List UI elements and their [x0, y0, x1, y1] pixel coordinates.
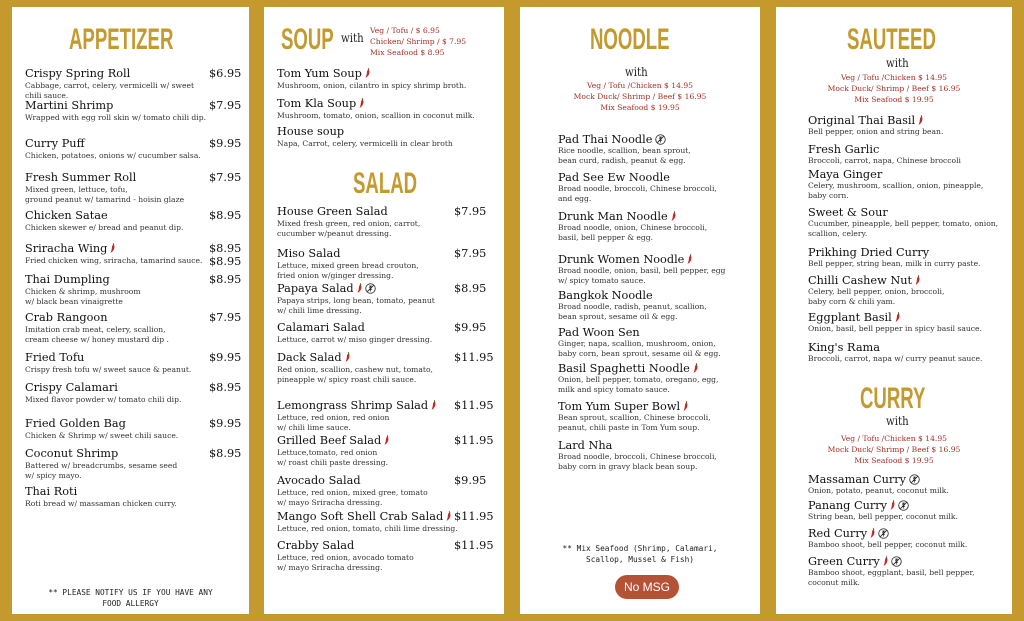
- curry-prices: Veg / Tofu /Chicken $ 14.95 Mock Duck/ Shrimp / Beef $ 16.95 Mix Seafood $ 19.95: [827, 434, 961, 465]
- chili-icon: [446, 511, 451, 521]
- menu-item-description: [558, 184, 717, 203]
- description-line: Red onion, scallion, cashew nut, tomato,: [277, 365, 433, 374]
- menu-item-description: [808, 486, 949, 496]
- description-line: Bell pepper, string bean, milk in curry paste.: [808, 259, 981, 268]
- menu-item-name: [25, 171, 136, 184]
- menu-item-description: [558, 266, 725, 285]
- menu-item-description: [277, 111, 475, 121]
- menu-item-price: $6.95: [209, 67, 242, 80]
- menu-item-description: [25, 256, 202, 266]
- chili-icon: [918, 115, 923, 125]
- menu-item-name-text: Pad Woon Sen: [558, 326, 640, 339]
- menu-item-name-text: Fried Tofu: [25, 351, 85, 364]
- menu-item-description: [808, 219, 998, 238]
- menu-item-description: [25, 365, 191, 375]
- description-line: Mixed flavor powder w/ tomato chili dip.: [25, 395, 182, 404]
- description-line: Bell pepper, onion and string bean.: [808, 127, 944, 136]
- menu-item-name-text: Fresh Summer Roll: [25, 171, 137, 184]
- menu-item-name: [808, 206, 888, 219]
- description-line: Broccoli, carrot, napa, Chinese broccoli: [808, 156, 961, 165]
- description-line: Bamboo shoot, eggplant, basil, bell pepper,: [808, 568, 975, 577]
- menu-item-name: [277, 474, 361, 487]
- menu-item-name: [808, 311, 900, 324]
- description-line: Celery, bell pepper, onion, broccoli,: [808, 287, 945, 296]
- menu-item-description: [558, 339, 721, 358]
- menu-item-name-text: King's Rama: [808, 341, 881, 354]
- menu-item-name: [277, 205, 388, 218]
- description-line: w/ mayo Sriracha dressing.: [277, 562, 383, 572]
- menu-item-name: [25, 99, 113, 112]
- description-line: Lettuce, red onion, tomato, chili lime dressing.: [277, 524, 458, 533]
- description-line: Onion, bell pepper, tomato, oregano, egg,: [558, 375, 719, 384]
- noodle-prices: Veg / Tofu /Chicken $ 14.95 Mock Duck/ Shrimp / Beef $ 16.95 Mix Seafood $ 19.95: [573, 81, 707, 112]
- menu-item-name-text: Eggplant Basil: [808, 311, 892, 324]
- no-msg-badge: No MSG: [615, 575, 679, 599]
- gluten-free-icon: [655, 134, 666, 145]
- description-line: Bean sprout, scallion, Chinese broccoli,: [558, 413, 711, 422]
- description-line: Ginger, napa, scallion, mushroom, onion,: [558, 339, 716, 348]
- menu-item-price: $7.95: [454, 247, 487, 260]
- menu-item-description: [277, 524, 458, 534]
- description-line: chili sauce.: [25, 90, 69, 100]
- menu-item-name-text: Original Thai Basil: [808, 114, 916, 127]
- menu-item-price: $11.95: [454, 351, 494, 364]
- curry-with: with: [886, 414, 909, 428]
- description-line: baby corn, bean sprout, sesame oil & egg.: [558, 348, 721, 358]
- chili-icon: [357, 283, 362, 293]
- gluten-free-icon: [898, 500, 909, 511]
- description-line: bean curd, radish, peanut & egg.: [558, 155, 686, 165]
- description-line: Lettuce, carrot w/ miso ginger dressing.: [277, 335, 433, 344]
- menu-item-description: [277, 448, 388, 467]
- menu-item-name: [277, 247, 340, 260]
- description-line: Imitation crab meat, celery, scallion,: [25, 325, 166, 334]
- menu-item-name: [558, 326, 640, 339]
- description-line: Battered w/ breadcrumbs, sesame seed: [25, 461, 178, 470]
- chili-icon: [365, 68, 370, 78]
- menu-item-description: [558, 146, 691, 165]
- menu-item-name-text: House Green Salad: [277, 205, 388, 218]
- description-line: pineapple w/ spicy roast chili sauce.: [277, 374, 417, 384]
- chili-icon: [687, 254, 692, 264]
- gluten-free-icon: [891, 556, 902, 567]
- menu-item-description: [25, 325, 169, 344]
- menu-item-price: $7.95: [454, 205, 487, 218]
- chili-icon: [431, 400, 436, 410]
- menu-item-name: [25, 381, 118, 394]
- description-line: Onion, basil, bell pepper in spicy basil sauce.: [808, 324, 982, 333]
- menu-item-price: $7.95: [209, 99, 242, 112]
- menu-item-description: [25, 499, 177, 509]
- description-line: w/ chili lime sauce.: [277, 422, 351, 432]
- menu-item-description: [808, 324, 982, 334]
- salad-title: SALAD: [353, 167, 418, 200]
- menu-item-description: [277, 296, 435, 315]
- description-line: Crispy fresh tofu w/ sweet sauce & peanut.: [25, 365, 192, 374]
- noodle-with: with: [625, 65, 648, 79]
- menu-item-name-text: Martini Shrimp: [25, 99, 114, 112]
- description-line: Roti bread w/ massaman chicken curry.: [25, 499, 177, 508]
- menu-item-name: [808, 341, 880, 354]
- gluten-free-icon: [909, 474, 920, 485]
- menu-item-name-text: Curry Puff: [25, 137, 85, 150]
- menu-item-name: [558, 362, 698, 375]
- description-line: Broad noodle, radish, peanut, scallion,: [558, 302, 707, 311]
- description-line: Mixed fresh green, red onion, carrot,: [277, 219, 421, 228]
- menu-item-description: [277, 81, 466, 91]
- menu-item-name: [277, 399, 436, 412]
- chili-icon: [693, 363, 698, 373]
- menu-item-name: [808, 527, 889, 540]
- menu-item-name-text: Crabby Salad: [277, 539, 355, 552]
- menu-item-name-text: Mango Soft Shell Crab Salad: [277, 510, 444, 523]
- menu-item-name: [25, 137, 85, 150]
- soup-title: SOUP: [281, 23, 334, 56]
- menu-item-name-text: Crispy Spring Roll: [25, 67, 131, 80]
- menu-item-name-text: Thai Roti: [25, 485, 78, 498]
- menu-item-description: [25, 431, 178, 441]
- description-line: Broad noodle, onion, Chinese broccoli,: [558, 223, 708, 232]
- sauteed-curry-panel: [776, 7, 1012, 614]
- menu-item-description: [808, 512, 958, 522]
- description-line: Wrapped with egg roll skin w/ tomato chili dip.: [25, 113, 207, 122]
- menu-item-price: $8.95: [209, 447, 242, 460]
- description-line: Cucumber, pineapple, bell pepper, tomato, onion,: [808, 219, 999, 228]
- chili-icon: [883, 556, 888, 566]
- menu-item-name-text: Miso Salad: [277, 247, 341, 260]
- menu-item-description: [808, 156, 961, 166]
- menu-item-description: [277, 139, 453, 149]
- menu-item-name-text: Pad See Ew Noodle: [558, 171, 670, 184]
- chili-icon: [915, 275, 920, 285]
- menu-item-name: [25, 273, 110, 286]
- menu-item-price: $11.95: [454, 399, 494, 412]
- chili-icon: [359, 98, 364, 108]
- description-line: Mushroom, tomato, onion, scallion in coconut milk.: [277, 111, 475, 120]
- description-line: milk and spicy tomato sauce.: [558, 384, 670, 394]
- soup-salad-panel: [264, 7, 504, 614]
- menu-item-name: [277, 321, 365, 334]
- menu-item-description: [558, 452, 717, 471]
- chili-icon: [895, 312, 900, 322]
- menu-item-name-text: Green Curry: [808, 555, 880, 568]
- menu-item-description: [808, 259, 980, 269]
- menu-item-name: [808, 143, 879, 156]
- menu-item-name-text: Pad Thai Noodle: [558, 133, 653, 146]
- menu-item-name-text: Papaya Salad: [277, 282, 354, 295]
- description-line: w/ chili lime dressing.: [277, 305, 362, 315]
- description-line: Chicken skewer e/ bread and peanut dip.: [25, 223, 184, 232]
- menu-item-price: $9.95: [454, 321, 487, 334]
- menu-item-price: $11.95: [454, 510, 494, 523]
- menu-item-description: [808, 181, 983, 200]
- menu-item-name-text: House soup: [277, 125, 345, 138]
- description-line: baby corn.: [808, 190, 849, 200]
- menu-item-description: [277, 413, 389, 432]
- chili-icon: [683, 401, 688, 411]
- description-line: Mushroom, onion, cilantro in spicy shrimp broth.: [277, 81, 467, 90]
- menu-item-price: $9.95: [209, 137, 242, 150]
- curry-title: CURRY: [860, 382, 926, 415]
- description-line: w/ mayo Sriracha dressing.: [277, 497, 383, 507]
- description-line: Cabbage, carrot, celery, vermicelli w/ sweet: [25, 81, 195, 90]
- description-line: Lettuce, red onion, mixed gree, tomato: [277, 488, 428, 497]
- menu-item-name-text: Crispy Calamari: [25, 381, 118, 394]
- description-line: String bean, bell pepper, coconut milk.: [808, 512, 958, 521]
- menu-item-name-text: Tom Yum Super Bowl: [558, 400, 681, 413]
- chili-icon: [384, 435, 389, 445]
- menu-item-description: [277, 553, 414, 572]
- description-line: basil, bell pepper & egg.: [558, 232, 654, 242]
- menu-item-name-text: Tom Kla Soup: [277, 97, 357, 110]
- menu-item-name-text: Bangkok Noodle: [558, 289, 653, 302]
- menu-item-price: $8.95: [454, 282, 487, 295]
- description-line: Chicken, potatoes, onions w/ cucumber salsa.: [25, 151, 201, 160]
- menu-item-description: [25, 395, 181, 405]
- description-line: Lettuce, red onion, avocado tomato: [277, 553, 414, 562]
- menu-item-name-text: Maya Ginger: [808, 168, 883, 181]
- menu-item-name: [808, 473, 920, 486]
- description-line: bean sprout, sesame oil & egg.: [558, 311, 678, 321]
- menu-item-price: $11.95: [454, 539, 494, 552]
- description-line: Bamboo shoot, bell pepper, coconut milk.: [808, 540, 968, 549]
- description-line: w/ spicy tomato sauce.: [558, 275, 646, 285]
- menu-item-name-text: Coconut Shrimp: [25, 447, 119, 460]
- menu-item-description: [25, 151, 201, 161]
- menu-item-description: [277, 365, 433, 384]
- menu-item-description: [25, 223, 183, 233]
- menu-item-name: [558, 210, 676, 223]
- menu-item-name-text: Sweet & Sour: [808, 206, 888, 219]
- menu-item-name-text: Crab Rangoon: [25, 311, 108, 324]
- menu-item-name: [277, 539, 354, 552]
- menu-item-price: $9.95: [454, 474, 487, 487]
- gluten-free-icon: [365, 283, 376, 294]
- menu-item-price: $9.95: [209, 417, 242, 430]
- menu-item-description: [808, 127, 943, 137]
- menu-item-name: [558, 439, 612, 452]
- menu-item-description: [277, 335, 432, 345]
- allergy-note: ** PLEASE NOTIFY US IF YOU HAVE ANY FOOD ALLERGY: [48, 588, 213, 608]
- menu-item-name: [277, 67, 370, 80]
- description-line: Onion, potato, peanut, coconut milk.: [808, 486, 949, 495]
- menu-item-name-text: Prikhing Dried Curry: [808, 246, 930, 259]
- menu-item-name: [25, 242, 115, 255]
- chili-icon: [870, 528, 875, 538]
- menu-item-name-text: Tom Yum Soup: [277, 67, 362, 80]
- gluten-free-icon: [878, 528, 889, 539]
- menu-item-name: [25, 311, 108, 324]
- menu-item-name-text: Sriracha Wing: [25, 242, 108, 255]
- menu-item-name-text: Massaman Curry: [808, 473, 907, 486]
- sauteed-prices: Veg / Tofu /Chicken $ 14.95 Mock Duck/ Shrimp / Beef $ 16.95 Mix Seafood $ 19.95: [827, 73, 961, 104]
- menu-item-name: [277, 125, 344, 138]
- description-line: Lettuce, mixed green bread crouton,: [277, 261, 419, 270]
- description-line: Broad noodle, broccoli, Chinese broccoli,: [558, 452, 717, 461]
- description-line: Papaya strips, long bean, tomato, peanut: [277, 296, 435, 305]
- menu-item-description: [808, 540, 967, 550]
- description-line: fried onion w/ginger dressing.: [277, 270, 394, 280]
- menu-item-name: [808, 246, 929, 259]
- menu-item-description: [808, 287, 944, 306]
- menu-item-name-text: Drunk Women Noodle: [558, 253, 685, 266]
- appetizer-panel: [12, 7, 249, 614]
- description-line: Mixed green, lettuce, tofu,: [25, 185, 128, 194]
- menu-item-price: $7.95: [209, 311, 242, 324]
- menu-item-name: [808, 274, 920, 287]
- sauteed-with: with: [886, 56, 909, 70]
- menu-item-name: [25, 351, 84, 364]
- menu-item-name-text: Avocado Salad: [277, 474, 361, 487]
- menu-item-name-text: Dack Salad: [277, 351, 342, 364]
- menu-item-name: [808, 168, 882, 181]
- menu-item-description: [25, 113, 206, 123]
- menu-item-name: [25, 485, 77, 498]
- menu-item-description: [277, 219, 420, 238]
- menu-item-name-text: Fresh Garlic: [808, 143, 880, 156]
- description-line: Chicken & shrimp, mushroom: [25, 287, 141, 296]
- menu-item-name: [277, 434, 389, 447]
- menu-item-description: [277, 261, 419, 280]
- menu-item-name: [25, 67, 130, 80]
- description-line: peanut, chili paste in Tom Yum soup.: [558, 422, 700, 432]
- menu-item-description: [808, 568, 975, 587]
- menu-item-name-text: Red Curry: [808, 527, 868, 540]
- description-line: Chicken & Shrimp w/ sweet chili sauce.: [25, 431, 179, 440]
- description-line: Broccoli, carrot, napa w/ curry peanut sauce.: [808, 354, 983, 363]
- menu-item-name: [277, 510, 451, 523]
- menu-item-name-text: Thai Dumpling: [25, 273, 110, 286]
- menu-item-description: [25, 81, 194, 100]
- menu-item-price: $8.95: [209, 242, 242, 255]
- sauteed-title: SAUTEED: [847, 23, 936, 56]
- description-line: coconut milk.: [808, 577, 860, 587]
- description-line: ground peanut w/ tamarind - hoisin glaze: [25, 194, 185, 204]
- menu-item-description: [558, 413, 711, 432]
- appetizer-title: APPETIZER: [69, 23, 174, 56]
- menu-item-name-text: Lemongrass Shrimp Salad: [277, 399, 429, 412]
- menu-item-name: [558, 133, 666, 146]
- noodle-title: NOODLE: [590, 23, 670, 56]
- description-line: cream cheese w/ honey mustard dip .: [25, 334, 169, 344]
- description-line: Rice noodle, scallion, bean sprout,: [558, 146, 691, 155]
- description-line: Celery, mushroom, scallion, onion, pineapple,: [808, 181, 984, 190]
- menu-item-name-text: Panang Curry: [808, 499, 888, 512]
- menu-item-name: [558, 171, 670, 184]
- menu-item-description: [25, 185, 184, 204]
- menu-item-name-text: Basil Spaghetti Noodle: [558, 362, 690, 375]
- menu-item-name-text: Grilled Beef Salad: [277, 434, 382, 447]
- description-line: baby corn & chili yam.: [808, 296, 896, 306]
- noodle-panel: [520, 7, 760, 614]
- chili-icon: [890, 500, 895, 510]
- menu-item-name: [558, 253, 692, 266]
- description-line: Lettuce,tomato, red onion: [277, 448, 378, 457]
- description-line: Napa, Carrot, celery, vermicelli in clear broth: [277, 139, 453, 148]
- description-line: scallion, celery.: [808, 228, 868, 238]
- chili-icon: [345, 352, 350, 362]
- menu-item-price: $8.95: [209, 273, 242, 286]
- description-line: w/ roast chili paste dressing.: [277, 457, 389, 467]
- menu-item-description: [808, 354, 982, 364]
- menu-item-price: $8.95: [209, 381, 242, 394]
- menu-item-price-secondary: $8.95: [209, 255, 242, 268]
- menu-item-name: [808, 555, 902, 568]
- menu-item-name-text: Fried Golden Bag: [25, 417, 126, 430]
- menu-item-description: [558, 302, 707, 321]
- soup-prices: Veg / Tofu / $ 6.95 Chicken/ Shrimp / $ 7.95 Mix Seafood $ 8.95: [370, 26, 467, 57]
- menu-item-name: [25, 417, 126, 430]
- description-line: and egg.: [558, 193, 592, 203]
- menu-item-name: [277, 351, 350, 364]
- menu-item-name: [808, 499, 909, 512]
- menu-item-name-text: Calamari Salad: [277, 321, 365, 334]
- menu-item-name: [558, 400, 688, 413]
- description-line: Broad noodle, broccoli, Chinese broccoli,: [558, 184, 717, 193]
- menu-item-name: [808, 114, 923, 127]
- soup-with: with: [341, 31, 364, 45]
- menu-item-price: $7.95: [209, 171, 242, 184]
- menu-item-price: $11.95: [454, 434, 494, 447]
- seafood-note: ** Mix Seafood (Shrimp, Calamari, Scallop, Mussel & Fish): [562, 544, 718, 564]
- menu-item-name: [25, 209, 108, 222]
- menu-item-description: [277, 488, 428, 507]
- menu-item-description: [25, 461, 177, 480]
- menu-item-name: [277, 97, 364, 110]
- menu-item-name: [277, 282, 376, 295]
- menu-item-price: $9.95: [209, 351, 242, 364]
- description-line: w/ black bean vinaigrette: [25, 296, 123, 306]
- description-line: cucumber w/peanut dressing.: [277, 228, 392, 238]
- menu-item-name: [558, 289, 653, 302]
- description-line: Broad noodle, onion, basil, bell pepper, egg: [558, 266, 726, 275]
- menu-item-price: $8.95: [209, 209, 242, 222]
- menu-item-name-text: Lard Nha: [558, 439, 613, 452]
- menu-item-description: [558, 223, 707, 242]
- description-line: baby corn in gravy black bean soup.: [558, 461, 698, 471]
- description-line: Fried chicken wing, sriracha, tamarind sauce.: [25, 256, 203, 265]
- menu-item-name-text: Chilli Cashew Nut: [808, 274, 913, 287]
- chili-icon: [110, 243, 115, 253]
- menu-item-description: [25, 287, 141, 306]
- chili-icon: [671, 211, 676, 221]
- description-line: w/ spicy mayo.: [25, 470, 82, 480]
- menu-item-name: [25, 447, 118, 460]
- menu-item-name-text: Chicken Satae: [25, 209, 108, 222]
- menu-item-description: [558, 375, 718, 394]
- menu-item-name-text: Drunk Man Noodle: [558, 210, 668, 223]
- description-line: Lettuce, red onion, red onion: [277, 413, 390, 422]
